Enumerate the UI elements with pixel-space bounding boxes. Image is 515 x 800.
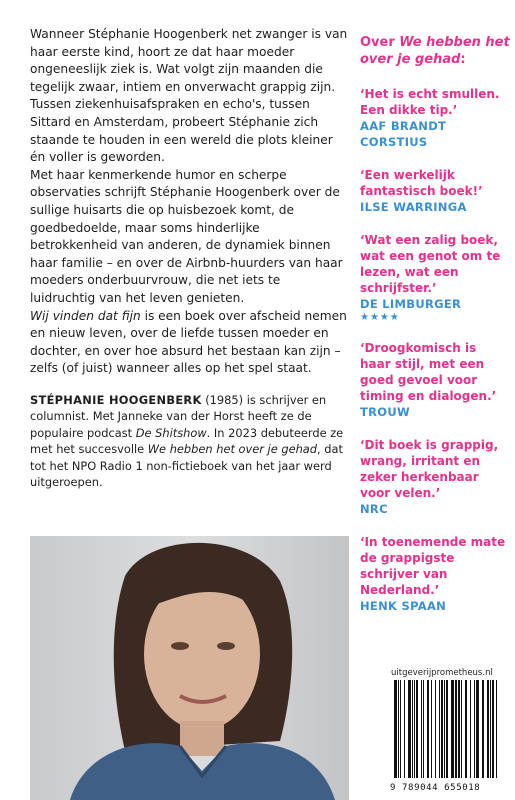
barcode-bar bbox=[496, 680, 497, 778]
barcode-bar bbox=[416, 680, 418, 778]
barcode-bar bbox=[476, 680, 479, 778]
barcode-bar bbox=[465, 680, 467, 778]
barcode-bar bbox=[427, 680, 429, 778]
bio-text-2: . In 2023 debuteerde ze met het succesvolle bbox=[30, 425, 344, 457]
isbn-digits: 9 789044 655018 bbox=[390, 783, 481, 793]
blurb-paragraph-1: Wanneer Stéphanie Hoogenberk net zwanger is van haar eerste kind, hoort ze dat haar moeder ongeneeslijk ziek is. Wat volgt zijn maanden die tegelijk zwaar, intiem en onverwacht grappig zijn. Tussen ziekenhuisafspraken en echo's, tussen Sittard en Amsterdam, probeert Stéphanie zich staande te houden in een wereld die plots kleiner én voller is geworden. bbox=[30, 27, 348, 165]
review-quote: ‘In toenemende mate de grappigste schrijver van Nederland.’ bbox=[360, 535, 506, 597]
barcode-bar bbox=[474, 680, 475, 778]
review-source: ILSE WARRINGA bbox=[360, 200, 467, 214]
reviews-column bbox=[360, 34, 510, 631]
star-rating: ★★★★ bbox=[360, 312, 400, 323]
review-quote: ‘Een werkelijk fantastisch boek!’ bbox=[360, 168, 483, 198]
barcode-bar bbox=[423, 680, 424, 778]
publisher-url: uitgeverijprometheus.nl bbox=[391, 668, 493, 678]
reviews-heading-title: We hebben het over je gehad bbox=[360, 35, 510, 67]
barcode-bar bbox=[400, 680, 401, 778]
barcode-bar bbox=[441, 680, 443, 778]
barcode-bar bbox=[470, 680, 471, 778]
barcode-bar bbox=[482, 680, 484, 778]
reviews-heading-prefix: Over bbox=[360, 35, 400, 50]
author-bio bbox=[30, 392, 348, 491]
review-item bbox=[360, 340, 510, 420]
author-name: STÉPHANIE HOOGENBERK bbox=[30, 392, 202, 407]
reviews-heading bbox=[360, 34, 510, 68]
barcode-bars bbox=[390, 680, 508, 780]
review-source: DE LIMBURGER bbox=[360, 297, 462, 311]
review-item bbox=[360, 437, 510, 517]
review-source: HENK SPAAN bbox=[360, 599, 447, 613]
blurb-paragraph-3 bbox=[30, 308, 348, 378]
barcode-bar bbox=[487, 680, 489, 778]
review-item bbox=[360, 232, 510, 323]
barcode-bar bbox=[455, 680, 457, 778]
barcode-bar bbox=[435, 680, 436, 778]
barcode-bar bbox=[444, 680, 445, 778]
book-title: Wij vinden dat fijn bbox=[30, 308, 141, 323]
review-quote: ‘Het is echt smullen. Een dikke tip.’ bbox=[360, 87, 500, 117]
barcode-bar bbox=[408, 680, 411, 778]
reviews-heading-suffix: : bbox=[460, 52, 466, 67]
barcode-bar bbox=[394, 680, 397, 778]
review-quote: ‘Droogkomisch is haar stijl, met een goed gevoel voor timing en dialogen.’ bbox=[360, 341, 497, 403]
review-source: NRC bbox=[360, 502, 388, 516]
barcode-bar bbox=[451, 680, 454, 778]
blurb-paragraph-3-text: is een boek over afscheid nemen en nieuw leven, over de liefde tussen moeder en dochter, en over hoe absurd het bestaan kan zijn – zelfs (of juist) wanneer alles op het spel staat. bbox=[30, 308, 347, 376]
barcode-bar bbox=[412, 680, 413, 778]
barcode-bar bbox=[490, 680, 491, 778]
review-item bbox=[360, 534, 510, 614]
barcode-bar bbox=[446, 680, 448, 778]
barcode-bar bbox=[398, 680, 399, 778]
barcode-bar bbox=[431, 680, 432, 778]
bio-text-3: , dat tot het NPO Radio 1 non-fictieboek van het jaar werd uitgeroepen. bbox=[30, 442, 343, 490]
debut-title: We hebben het over je gehad bbox=[147, 442, 318, 457]
author-portrait-image bbox=[30, 536, 349, 800]
review-source: AAF BRANDT CORSTIUS bbox=[360, 119, 447, 149]
back-cover-text-column bbox=[30, 26, 348, 491]
podcast-title: De Shitshow bbox=[135, 425, 207, 440]
isbn-barcode bbox=[390, 680, 508, 780]
review-item bbox=[360, 86, 510, 150]
barcode-bar bbox=[439, 680, 440, 778]
review-item bbox=[360, 167, 510, 215]
barcode-bar bbox=[414, 680, 415, 778]
review-source: TROUW bbox=[360, 405, 410, 419]
author-photo bbox=[30, 536, 349, 800]
review-quote: ‘Dit boek is grappig, wrang, irritant en zeker herkenbaar voor velen.’ bbox=[360, 438, 499, 500]
bio-text-1: (1985) is schrijver en columnist. Met Janneke van der Horst heeft ze de populaire podcast bbox=[30, 392, 327, 440]
barcode-bar bbox=[461, 680, 462, 778]
barcode-bar bbox=[492, 680, 494, 778]
review-quote: ‘Wat een zalig boek, wat een genot om te lezen, wat een schrijfster.’ bbox=[360, 233, 501, 295]
blurb-paragraph-2: Met haar kenmerkende humor en scherpe observaties schrijft Stéphanie Hoogenberk over de sullige huisarts die op huisbezoek komt, de goedbedoelde, maar soms hinderlijke betrokkenheid van anderen, de dynamiek binnen haar familie – en over de Airbnb-huurders van haar moeders onderbuurvrouw, die net iets te luidruchtig van het leven genieten. bbox=[30, 167, 343, 305]
barcode-bar bbox=[458, 680, 460, 778]
barcode-bar bbox=[421, 680, 422, 778]
barcode-bar bbox=[404, 680, 405, 778]
